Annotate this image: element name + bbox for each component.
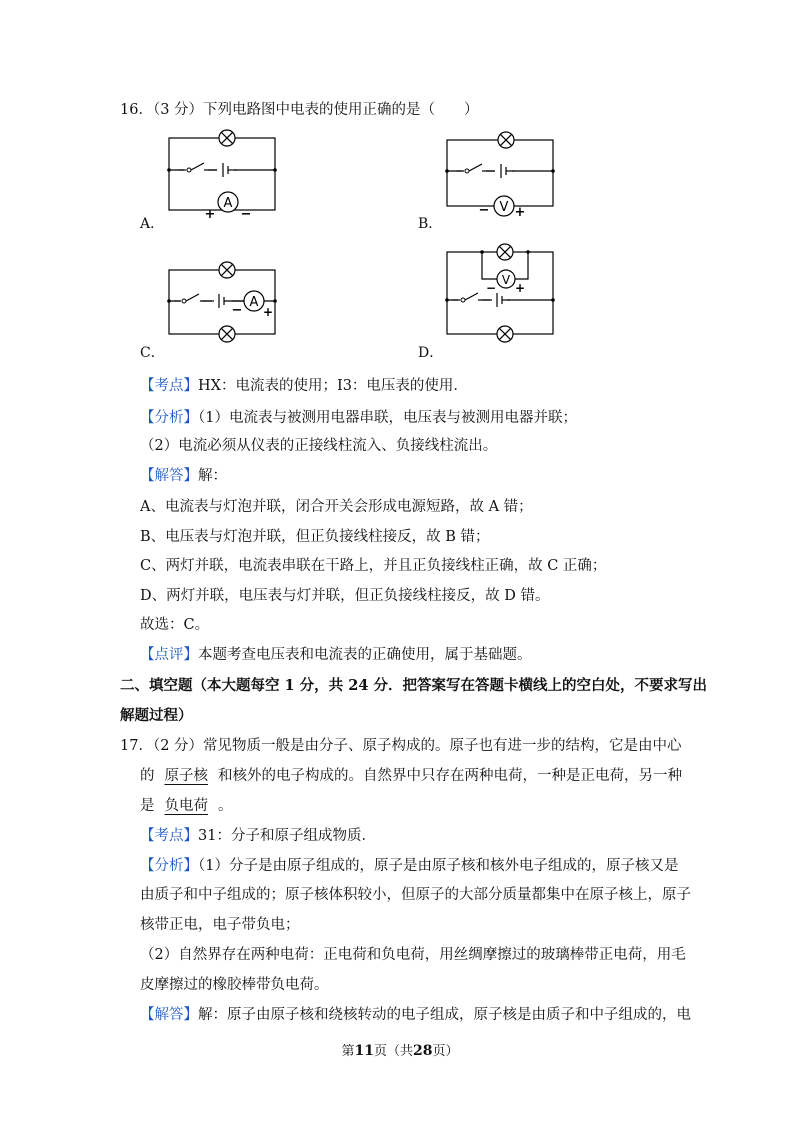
dianping-tag: 【点评】: [140, 647, 198, 663]
q17-stem-line3: [140, 796, 233, 816]
q17-fenxi-2: 由质子和中子组成的；原子核体积较小，但原子的大部分质量都集中在原子核上，原子: [140, 887, 691, 903]
q17-stem-line2: [140, 766, 682, 786]
kaodian-tag: 【考点】: [140, 828, 198, 844]
q16-jieda: [140, 466, 227, 486]
q16-answer-a: A、电流表与灯泡并联，闭合开关会形成电源短路，故 A 错；: [140, 499, 533, 515]
q17-blank-1: 原子核: [164, 768, 208, 784]
q17-l2-pre: 的: [140, 768, 155, 784]
option-c-label: C．: [140, 345, 165, 361]
jieda-tag: 【解答】: [140, 468, 198, 484]
q17-jieda: [140, 1005, 691, 1025]
fenxi-tag: 【分析】: [140, 858, 198, 874]
q16-fenxi-2: （2）电流必须从仪表的正接线柱流入、负接线柱流出。: [140, 438, 498, 454]
fenxi-tag: 【分析】: [140, 410, 198, 426]
fenxi-text-1: （1）分子是由原子组成的，原子是由原子核和核外电子组成的，原子核又是: [198, 858, 679, 874]
dianping-text: 本题考查电压表和电流表的正确使用，属于基础题。: [198, 647, 532, 663]
q16-answer-d: D、两灯并联，电压表与灯并联，但正负接线柱接反，故 D 错。: [140, 588, 550, 604]
footer-post: 页）: [432, 1044, 459, 1059]
q17-fenxi: [140, 856, 678, 876]
minus-sign: −: [240, 207, 252, 221]
q17-fenxi-4: （2）自然界存在两种电荷：正电荷和负电荷，用丝绸摩擦过的玻璃棒带正电荷，用毛: [140, 947, 686, 963]
kaodian-text: 31：分子和原子组成物质．: [198, 828, 376, 844]
circuit-c-diagram: [162, 256, 292, 348]
option-d-label: D．: [418, 345, 444, 361]
q17-blank-2: 负电荷: [164, 798, 208, 814]
voltmeter-label: V: [501, 273, 511, 287]
kaodian-tag: 【考点】: [140, 378, 198, 394]
q17-fenxi-3: 核带正电，电子带负电；: [140, 917, 300, 933]
q16-stem: 16．（3 分）下列电路图中电表的使用正确的是（ ）: [120, 102, 479, 118]
q17-l3-post: 。: [218, 798, 233, 814]
q17-l2-post: 和核外的电子构成的。自然界中只存在两种电荷，一种是正电荷，另一种: [218, 768, 682, 784]
q17-stem: 17．（2 分）常见物质一般是由分子、原子构成的。原子也有进一步的结构，它是由中心: [120, 738, 682, 754]
jieda-tag: 【解答】: [140, 1007, 198, 1023]
plus-sign: +: [514, 205, 526, 220]
section-2-heading-cont: 解题过程）: [120, 707, 193, 724]
minus-sign: −: [485, 281, 497, 295]
circuit-b-diagram: [440, 128, 570, 223]
q16-dianping: [140, 645, 532, 665]
q17-l3-pre: 是: [140, 798, 155, 814]
page-footer: [0, 1040, 800, 1059]
fenxi-text-1: （1）电流表与被测用电器串联，电压表与被测用电器并联；: [198, 410, 577, 426]
circuit-a-diagram: [162, 126, 292, 221]
plus-sign: +: [262, 305, 274, 319]
q17-fenxi-5: 皮摩擦过的橡胶棒带负电荷。: [140, 977, 329, 993]
plus-sign: +: [204, 207, 216, 221]
q16-kaodian: [140, 376, 468, 396]
q16-fenxi: [140, 408, 577, 428]
option-a-label: A．: [140, 216, 165, 232]
footer-total-pages: 28: [413, 1043, 433, 1059]
option-b-label: B．: [418, 216, 443, 232]
ammeter-label: A: [249, 295, 259, 310]
footer-pre: 第: [341, 1044, 355, 1059]
section-2-heading: 二、填空题（本大题每空 1 分，共 24 分．把答案写在答题卡横线上的空白处，不要求写出: [120, 677, 707, 694]
plus-sign: +: [514, 281, 526, 295]
q16-answer-b: B、电压表与灯泡并联，但正负接线柱接反，故 B 错；: [140, 529, 490, 545]
kaodian-text: HX：电流表的使用；I3：电压表的使用．: [198, 378, 468, 394]
q17-kaodian: [140, 826, 376, 846]
footer-page-number: 11: [354, 1043, 374, 1059]
ammeter-label: A: [223, 196, 233, 211]
minus-sign: −: [478, 203, 490, 218]
voltmeter-label: V: [499, 200, 509, 215]
jieda-text: 解：原子由原子核和绕核转动的电子组成，原子核是由质子和中子组成的，电: [198, 1007, 691, 1023]
footer-mid: 页（共: [373, 1044, 413, 1059]
minus-sign: −: [231, 303, 243, 318]
jieda-intro: 解：: [198, 468, 227, 484]
q16-choose: 故选：C。: [140, 617, 210, 633]
circuit-d-diagram: [440, 238, 570, 350]
q16-answer-c: C、两灯并联，电流表串联在干路上，并且正负接线柱正确，故 C 正确；: [140, 558, 607, 574]
